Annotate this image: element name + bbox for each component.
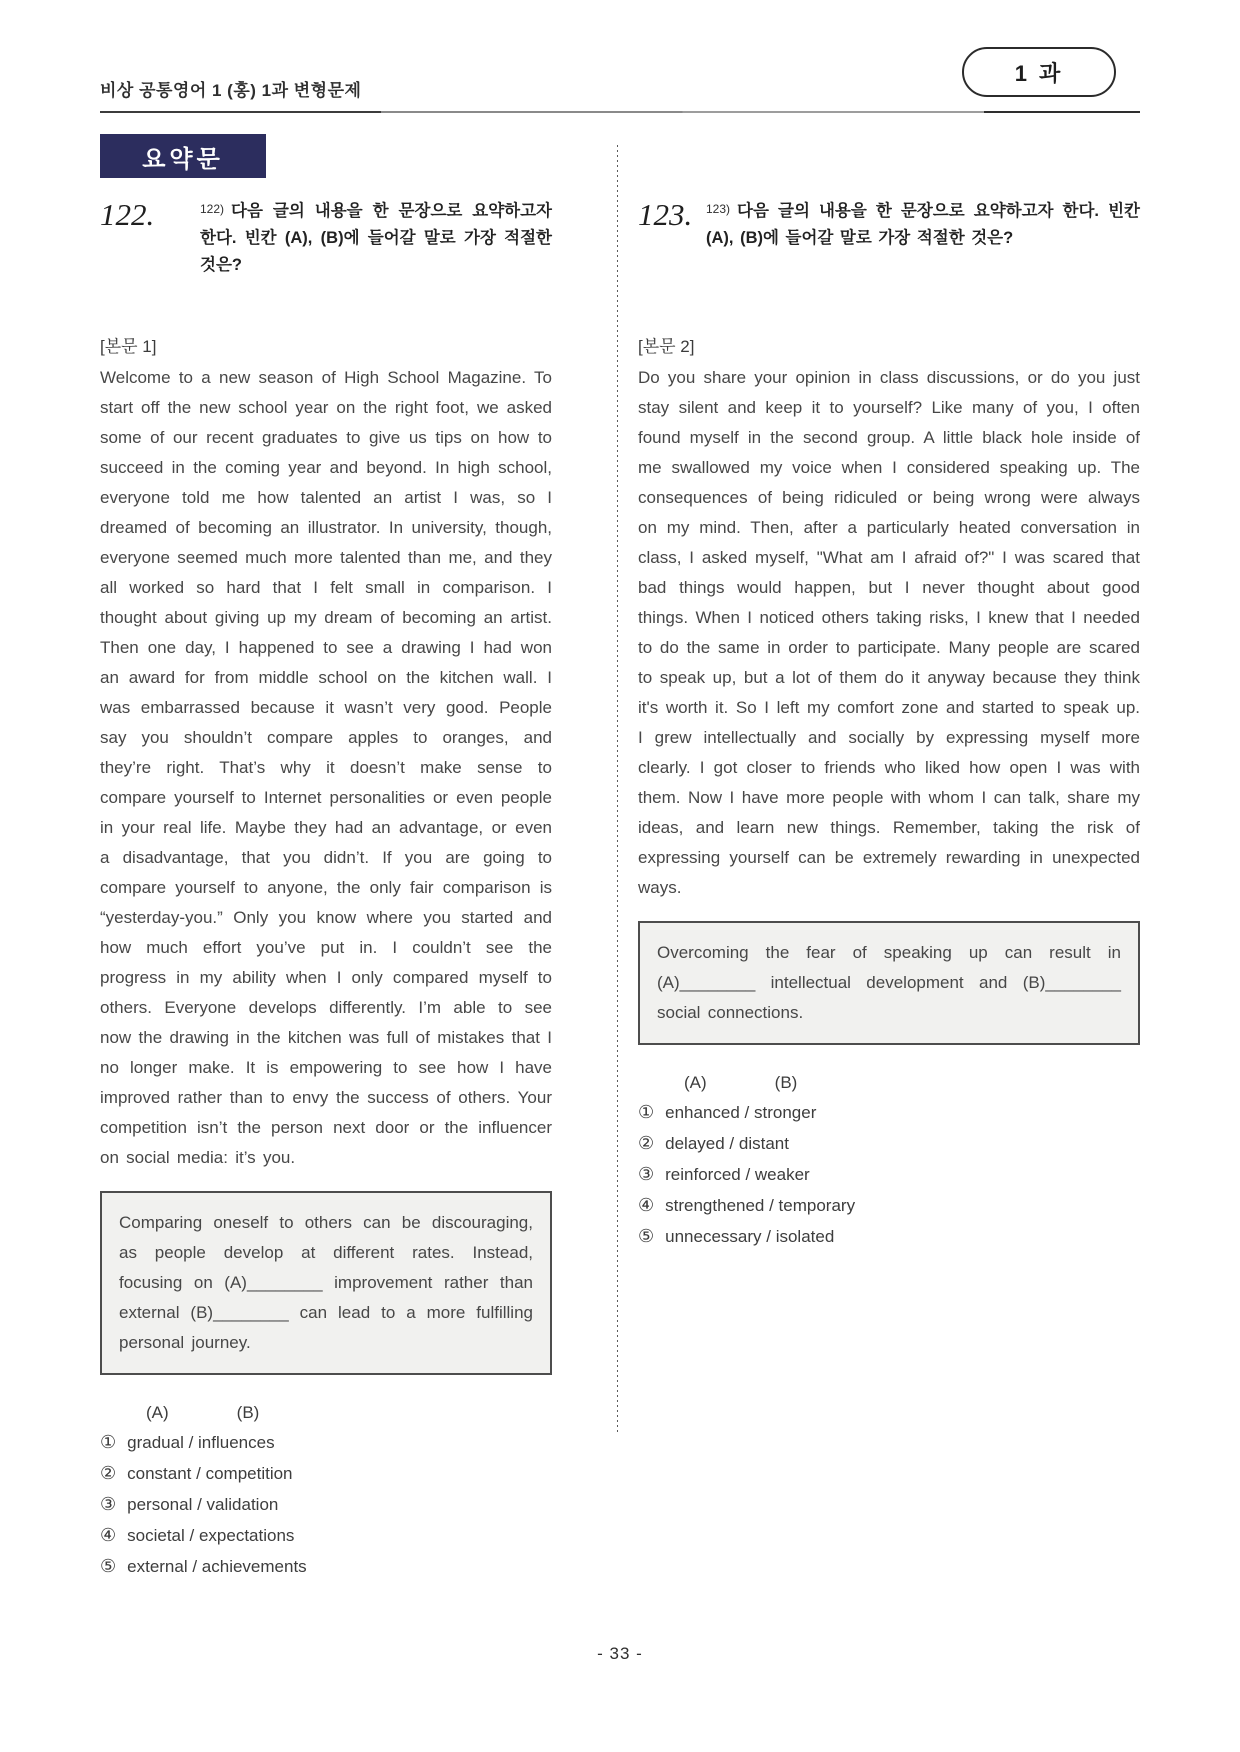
document-title: 비상 공통영어 1 (홍) 1과 변형문제: [100, 81, 362, 100]
option-marker: ④: [638, 1195, 655, 1215]
option-marker: ②: [638, 1133, 655, 1153]
header-rule: [100, 111, 1140, 113]
option-marker: ⑤: [100, 1556, 117, 1576]
unit-badge: 1 과: [962, 47, 1116, 97]
option-marker: ④: [100, 1525, 117, 1545]
summary-box: Overcoming the fear of speaking up can result in (A)________ intellectual development and (B)________ social connections.: [638, 921, 1140, 1045]
column-b-label: (B): [774, 1073, 798, 1092]
summary-box: Comparing oneself to others can be discouraging, as people develop at different rates. Instead, focusing on (A)________ improvement rather than external (B)________ can lead to a more fulfilling personal journey.: [100, 1191, 552, 1375]
option-text: reinforced / weaker: [665, 1165, 810, 1184]
question-123: [638, 198, 1140, 1252]
column-b-label: (B): [236, 1403, 260, 1422]
passage-text: Welcome to a new season of High School Magazine. To start off the new school year on the right foot, we asked some of our recent graduates to give us tips on how to succeed in the coming year and beyond. In high school, everyone told me how talented an artist I was, so I dreamed of becoming an illustrator. In university, though, everyone seemed much more talented than me, and they all worked so hard that I felt small in comparison. I thought about giving up my dream of becoming an artist. Then one day, I happened to see a drawing I had won an award for from middle school on the kitchen wall. I was embarrassed because it wasn’t very good. People say you shouldn’t compare apples to oranges, and they’re right. That’s why it doesn’t make sense to compare yourself to Internet personalities or even people in your real life. Maybe they had an advantage, or even a disadvantage, that you didn’t. If you are going to compare yourself to anyone, the only fair comparison is “yesterday-you.” Only you know where you started and how much effort you’ve put in. I couldn’t see the progress in my ability when I only compared myself to others. Everyone develops differently. I’m able to see now the drawing in the kitchen was full of mistakes that I no longer make. It is empowering to see how I have improved rather than to envy the success of others. Your competition isn’t the person next door or the influencer on social media: it’s you.: [100, 368, 552, 1167]
option-5: [100, 1551, 552, 1582]
option-text: strengthened / temporary: [665, 1196, 856, 1215]
section-label: 요약문: [100, 134, 266, 178]
option-2: [100, 1458, 552, 1489]
option-marker: ③: [638, 1164, 655, 1184]
option-marker: ③: [100, 1494, 117, 1514]
question-prompt-text: 다음 글의 내용을 한 문장으로 요약하고자 한다. 빈칸 (A), (B)에 들어갈 말로 가장 적절한 것은?: [706, 202, 1140, 247]
option-text: personal / validation: [127, 1495, 279, 1514]
option-5: [638, 1221, 1140, 1252]
option-4: [638, 1190, 1140, 1221]
option-text: unnecessary / isolated: [665, 1227, 835, 1246]
question-prompt: [706, 198, 1140, 252]
options-list: [638, 1097, 1140, 1252]
question-123-header: [638, 198, 1140, 328]
option-3: [100, 1489, 552, 1520]
question-ref-number: 122): [200, 202, 225, 216]
question-prompt: [200, 198, 552, 279]
option-marker: ⑤: [638, 1226, 655, 1246]
option-text: gradual / influences: [127, 1433, 275, 1452]
option-1: [100, 1427, 552, 1458]
option-text: external / achievements: [127, 1557, 307, 1576]
option-1: [638, 1097, 1140, 1128]
option-4: [100, 1520, 552, 1551]
option-text: enhanced / stronger: [665, 1103, 817, 1122]
option-2: [638, 1128, 1140, 1159]
question-prompt-text: 다음 글의 내용을 한 문장으로 요약하고자 한다. 빈칸 (A), (B)에 들어갈 말로 가장 적절한 것은?: [200, 202, 552, 274]
question-ref-number: 123): [706, 202, 731, 216]
option-text: societal / expectations: [127, 1526, 295, 1545]
passage-label: [본문 2]: [638, 337, 695, 356]
passage-text: Do you share your opinion in class discussions, or do you just stay silent and keep it to yourself? Like many of you, I often found myself in the second group. A little black hole inside of me swallowed my voice when I considered speaking up. The consequences of being ridiculed or being wrong were always on my mind. Then, after a particularly heated conversation in class, I asked myself, "What am I afraid of?" I was scared that bad things would happen, but I never thought about good things. When I noticed others taking risks, I knew that I needed to do the same in order to participate. Many people are scared to speak up, but a lot of them do it anyway because they think it's worth it. So I left my comfort zone and started to speak up. I grew intellectually and socially by expressing myself more clearly. I got closer to friends who liked how open I was with them. Now I have more people with whom I can talk, share my ideas, and learn new things. Remember, taking the risk of expressing yourself can be extremely rewarding in unexpected ways.: [638, 368, 1140, 897]
column-divider: [617, 145, 618, 1435]
question-122: [100, 198, 552, 1582]
column-a-label: (A): [146, 1403, 169, 1422]
question-122-header: [100, 198, 552, 328]
answer-column-headers: [684, 1073, 1140, 1093]
page-number: - 33 -: [597, 1644, 643, 1663]
option-marker: ①: [100, 1432, 117, 1452]
option-text: delayed / distant: [665, 1134, 789, 1153]
answer-column-headers: [146, 1403, 552, 1423]
option-marker: ②: [100, 1463, 117, 1483]
column-a-label: (A): [684, 1073, 707, 1092]
question-number: 123.: [638, 197, 693, 232]
option-marker: ①: [638, 1102, 655, 1122]
option-3: [638, 1159, 1140, 1190]
options-list: [100, 1427, 552, 1582]
passage-label: [본문 1]: [100, 337, 157, 356]
question-number: 122.: [100, 197, 155, 232]
option-text: constant / competition: [127, 1464, 293, 1483]
